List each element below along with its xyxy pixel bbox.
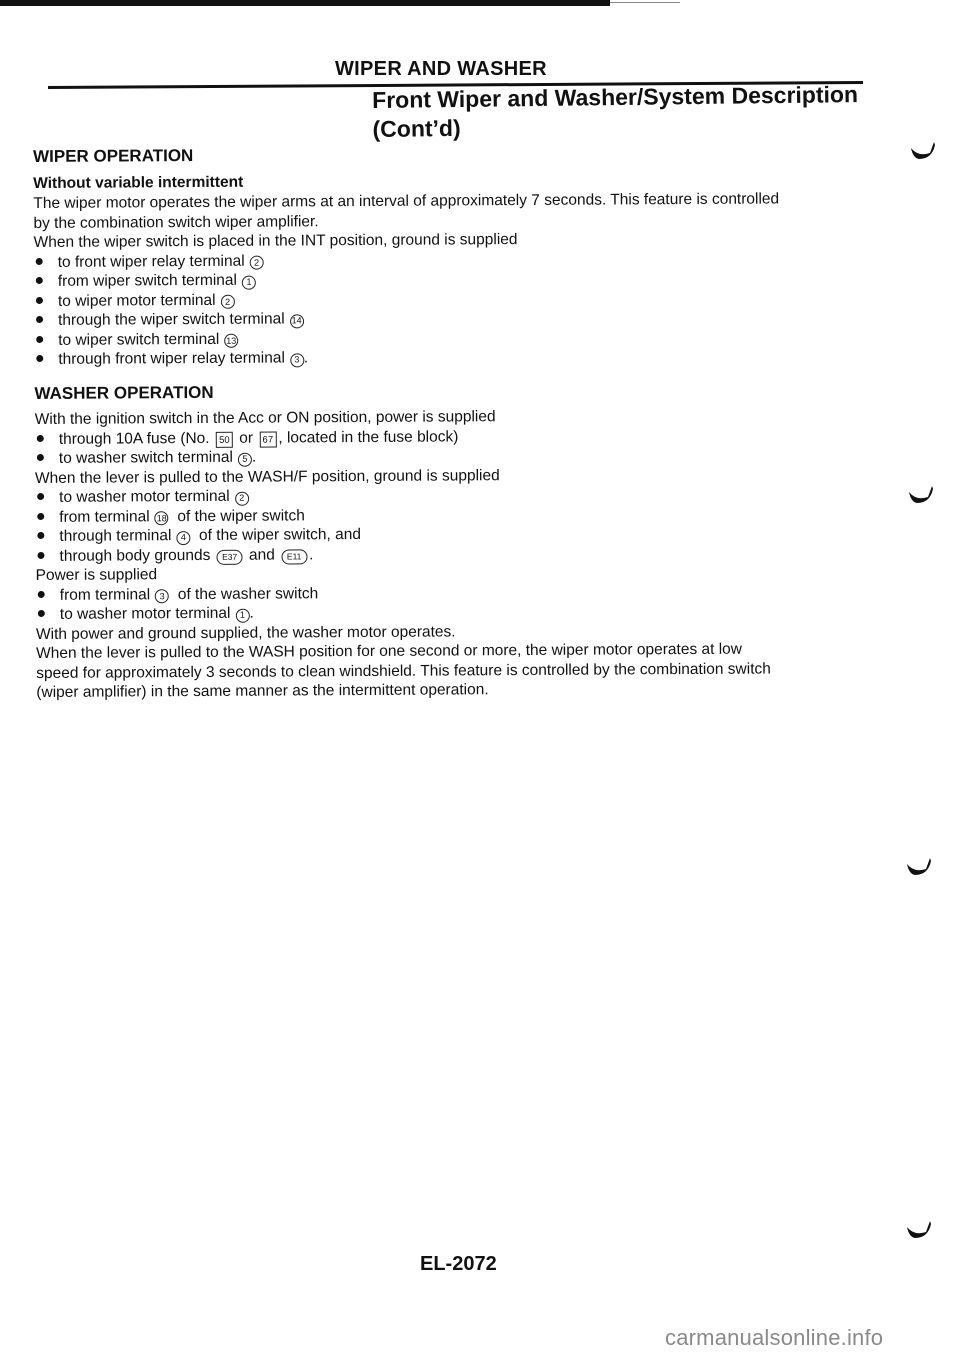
bullet-text: to wiper motor terminal — [57, 291, 216, 310]
bullet-text: through body grounds — [59, 546, 211, 565]
bullet-dot-icon — [37, 434, 44, 441]
page-tab-mark-icon — [910, 140, 936, 160]
terminal-number-icon: 1 — [242, 275, 256, 289]
terminal-number-icon: 2 — [221, 295, 235, 309]
terminal-number-icon: 14 — [290, 314, 304, 328]
bullet-tail: . — [249, 604, 254, 622]
bullet-dot-icon — [37, 532, 44, 539]
bullet-tail: . — [303, 349, 309, 367]
bullet-text: from terminal — [59, 508, 150, 526]
bullet-tail: . — [251, 448, 257, 466]
watermark: carmanualsonline.info — [665, 1325, 884, 1350]
washer-paragraph-2: When the lever is pulled to the WASH/F position, ground is supplied — [34, 466, 500, 487]
bullet-text: to washer motor terminal — [59, 605, 231, 624]
ground-point-icon: E11 — [281, 549, 307, 564]
terminal-number-icon: 4 — [176, 531, 190, 545]
bullet-dot-icon — [37, 552, 44, 559]
bullet-text: from wiper switch terminal — [57, 271, 238, 290]
bullet-dot-icon — [36, 335, 43, 342]
washer-paragraph-5: When the lever is pulled to the WASH position for one second or more, the wiper motor operates at low — [36, 640, 743, 663]
terminal-number-icon: 2 — [250, 256, 264, 270]
terminal-number-icon: 13 — [224, 334, 238, 348]
washer-operation-heading: WASHER OPERATION — [34, 382, 214, 403]
page-tab-mark-icon — [908, 484, 934, 504]
washer-paragraph-4: With power and ground supplied, the washer motor operates. — [35, 623, 456, 643]
bullet-text: to washer motor terminal — [59, 488, 230, 507]
bullet-dot-icon — [36, 257, 43, 264]
fuse-number-icon: 50 — [216, 432, 233, 448]
bullet-dot-icon — [37, 454, 44, 461]
terminal-number-icon: 5 — [238, 452, 252, 466]
without-variable-intermittent-subheading: Without variable intermittent — [33, 173, 244, 192]
terminal-number-icon: 3 — [155, 589, 169, 603]
fuse-number-icon: 67 — [259, 432, 276, 448]
bullet-dot-icon — [36, 277, 43, 284]
page-header-title: WIPER AND WASHER — [335, 58, 547, 80]
wiper-operation-heading: WIPER OPERATION — [33, 146, 194, 166]
bullet-text: through front wiper relay terminal — [58, 349, 285, 368]
bullet-dot-icon — [36, 296, 43, 303]
washer-paragraph-3: Power is supplied — [35, 566, 158, 585]
bullet-text: to washer switch terminal — [58, 449, 233, 468]
washer-paragraph-7: (wiper amplifier) in the same manner as the intermittent operation. — [36, 681, 489, 702]
wiper-paragraph-2: by the combination switch wiper amplifier. — [33, 212, 319, 232]
bullet-tail: of the wiper switch, and — [198, 526, 362, 545]
bullet-dot-icon — [36, 316, 43, 323]
bullet-dot-icon — [38, 610, 45, 617]
page-tab-mark-icon — [906, 856, 932, 876]
bullet-tail: of the wiper switch — [177, 507, 305, 525]
bullet-dot-icon — [38, 591, 45, 598]
page-tab-mark-icon — [906, 1219, 932, 1239]
ground-point-icon: E37 — [217, 550, 243, 565]
terminal-number-icon: 1 — [235, 608, 249, 622]
bullet-text: through 10A fuse (No. — [58, 429, 210, 448]
page-number: EL-2072 — [420, 1253, 497, 1275]
top-edge-rule-thin — [610, 2, 680, 3]
terminal-number-icon: 18 — [155, 511, 169, 525]
section-title — [372, 80, 859, 144]
terminal-number-icon: 3 — [290, 353, 304, 367]
section-title-line2: (Cont’d) — [372, 114, 461, 142]
bullet-mid: or — [239, 429, 254, 447]
bullet-mid: and — [248, 546, 275, 564]
bullet-tail: of the washer switch — [177, 585, 319, 603]
wiper-paragraph-1: The wiper motor operates the wiper arms at an interval of approximately 7 seconds. This feature is controlled — [33, 190, 780, 212]
bullet-text: through the wiper switch terminal — [58, 310, 285, 329]
bullet-dot-icon — [37, 493, 44, 500]
bullet-text: to wiper switch terminal — [58, 330, 220, 349]
document-body — [33, 142, 896, 703]
bullet-tail: . — [309, 546, 314, 564]
washer-paragraph-6: speed for approximately 3 seconds to clean windshield. This feature is controlled by the combination switch — [36, 660, 771, 682]
bullet-dot-icon — [37, 513, 44, 520]
terminal-number-icon: 2 — [235, 491, 249, 505]
bullet-text: from terminal — [59, 586, 151, 604]
washer-paragraph-1: With the ignition switch in the Acc or ON position, power is supplied — [34, 408, 496, 428]
wiper-paragraph-3: When the wiper switch is placed in the INT position, ground is supplied — [33, 231, 518, 251]
bullet-text: through terminal — [59, 527, 172, 546]
bullet-text: to front wiper relay terminal — [57, 252, 245, 271]
bullet-tail: , located in the fuse block) — [278, 427, 459, 447]
top-edge-rule — [0, 0, 610, 6]
section-title-line1: Front Wiper and Washer/System Description — [372, 81, 859, 113]
bullet-dot-icon — [36, 355, 43, 362]
